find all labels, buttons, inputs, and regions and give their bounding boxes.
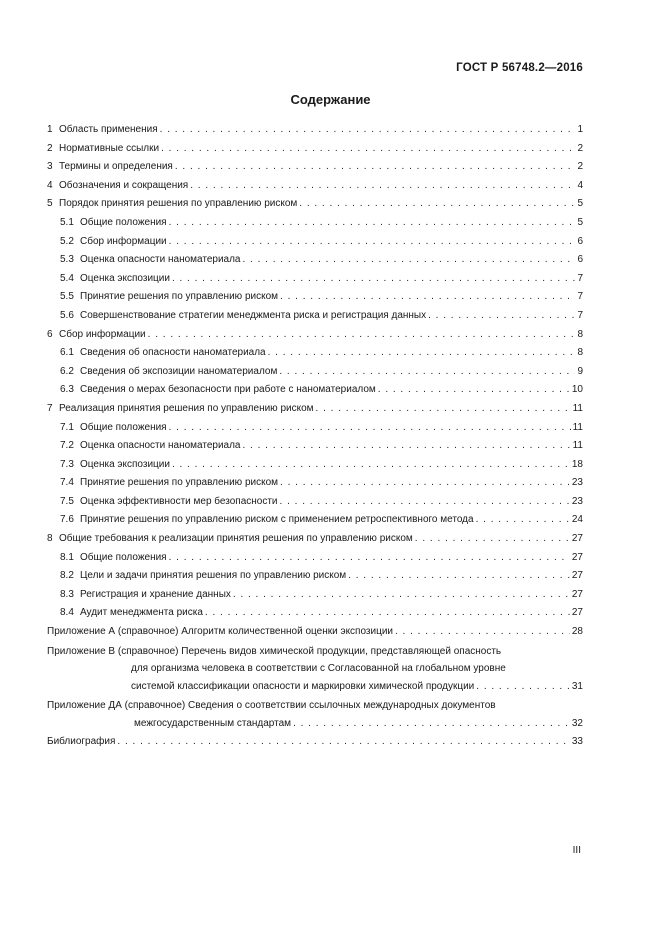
toc-entry-label: межгосударственным стандартам <box>134 717 292 729</box>
toc-entry-label: Оценка опасности наноматериала <box>80 440 241 452</box>
toc-entry[interactable] <box>47 288 583 307</box>
toc-entry-label: Оценка экспозиции <box>80 272 170 284</box>
toc-entry-label: Принятие решения по управлению риском <box>80 291 279 303</box>
toc-leader <box>117 733 569 752</box>
toc-entry[interactable] <box>47 623 583 642</box>
toc-entry-number: 7 <box>47 402 53 414</box>
toc-page-number: 6 <box>577 254 583 266</box>
toc-entry[interactable] <box>47 344 583 363</box>
toc-entry-label: Общие положения <box>80 551 167 563</box>
toc-leader <box>415 530 570 549</box>
toc-page-number: 28 <box>571 626 583 638</box>
toc-entry-label: Принятие решения по управлению риском с применением ретроспективного метода <box>80 514 474 526</box>
toc-entry[interactable] <box>47 140 583 159</box>
toc-leader <box>395 623 570 642</box>
toc-entry-label: Общие положения <box>80 216 167 228</box>
toc-entry-number: 8 <box>47 533 53 545</box>
toc-page-number: 4 <box>577 179 583 191</box>
toc-entry-label: для организма человека в соответствии с Согласованной на глобальном уровне <box>131 663 506 675</box>
toc-leader <box>243 251 576 270</box>
toc-entry[interactable] <box>47 474 583 493</box>
toc-entry-label: Общие требования к реализации принятия решения по управлению риском <box>59 533 413 545</box>
toc-entry-number: 6.1 <box>60 347 74 359</box>
toc-entry-label: Библиография <box>47 736 116 748</box>
toc-page-number: 11 <box>572 421 583 433</box>
toc-entry[interactable] <box>47 251 583 270</box>
toc-leader <box>169 419 571 438</box>
toc-entry-number: 7.6 <box>60 514 74 526</box>
toc-entry[interactable] <box>47 549 583 568</box>
toc-entry[interactable] <box>47 437 583 456</box>
toc-page-number: 10 <box>571 384 583 396</box>
toc-entry-label: Оценка опасности наноматериала <box>80 254 241 266</box>
toc-leader <box>293 715 570 733</box>
toc-entry-label: Нормативные ссылки <box>59 142 160 154</box>
toc-entry-label: системой классификации опасности и маркировки химической продукции <box>131 680 475 692</box>
toc-leader <box>160 121 576 140</box>
standard-number: ГОСТ Р 56748.2—2016 <box>456 62 583 74</box>
toc-entry-number: 7.5 <box>60 495 74 507</box>
toc-leader <box>280 493 570 512</box>
toc-entry-label: Порядок принятия решения по управлению риском <box>59 198 298 210</box>
toc-page-number: 18 <box>571 458 583 470</box>
toc-page-number: 23 <box>571 477 583 489</box>
toc-entry-number: 8.2 <box>60 570 74 582</box>
toc-entry-label: Аудит менеджмента риска <box>80 607 203 619</box>
toc-leader <box>161 140 575 159</box>
toc-entry[interactable] <box>47 121 583 140</box>
toc-entry-bibliography[interactable] <box>47 733 583 752</box>
toc-entry-label: Сведения об опасности наноматериала <box>80 347 266 359</box>
toc-page-number: 32 <box>571 717 583 729</box>
toc-leader <box>169 549 570 568</box>
toc-entry-number: 6 <box>47 328 53 340</box>
toc-leader <box>172 270 576 289</box>
toc-entry-label: Общие положения <box>80 421 167 433</box>
toc-page-number: 11 <box>572 402 583 414</box>
toc-entry-number: 7.4 <box>60 477 74 489</box>
toc-entry-number: 6.2 <box>60 365 74 377</box>
toc-entry[interactable] <box>47 158 583 177</box>
toc-page-number: 27 <box>571 570 583 582</box>
toc-leader <box>175 158 576 177</box>
toc-entry-number: 8.1 <box>60 551 74 563</box>
toc-entry-label: Сбор информации <box>80 235 167 247</box>
toc-entry-number: 5.2 <box>60 235 74 247</box>
toc-entry-appendix-da[interactable] <box>47 697 583 732</box>
toc-page-number: 2 <box>577 142 583 154</box>
toc-entry-number: 5.3 <box>60 254 74 266</box>
toc-leader <box>428 307 575 326</box>
toc-entry-label: Область применения <box>59 124 158 135</box>
toc-entry-label: Оценка эффективности мер безопасности <box>80 495 278 507</box>
toc-page-number: 27 <box>571 551 583 563</box>
toc-leader <box>280 288 575 307</box>
toc-leader <box>233 586 570 605</box>
toc-entry-number: 5.1 <box>60 216 74 228</box>
toc-entry-label: Совершенствование стратегии менеджмента риска и регистрация данных <box>80 309 427 321</box>
toc-entry-final-line <box>47 715 583 733</box>
toc-leader <box>169 233 576 252</box>
toc-page-number: 8 <box>577 347 583 359</box>
toc-entry-label: Регистрация и хранение данных <box>80 588 231 600</box>
toc-entry[interactable] <box>47 177 583 196</box>
toc-entry[interactable] <box>47 400 583 419</box>
toc-page-number: 6 <box>577 235 583 247</box>
toc-page-number: 24 <box>571 514 583 526</box>
toc-entry-number: 5.6 <box>60 309 74 321</box>
toc-entry[interactable] <box>47 493 583 512</box>
toc-leader <box>348 567 570 586</box>
toc-page-number: 27 <box>571 588 583 600</box>
toc-page-number: 23 <box>571 495 583 507</box>
page-number: III <box>572 845 581 856</box>
toc-leader <box>299 195 575 214</box>
toc-entry[interactable] <box>47 326 583 345</box>
toc-page-number: 7 <box>577 309 583 321</box>
toc-page-number: 7 <box>577 291 583 303</box>
toc-entry[interactable] <box>47 419 583 438</box>
toc-leader <box>316 400 571 419</box>
toc-entry[interactable] <box>47 456 583 475</box>
toc-leader <box>279 363 575 382</box>
toc-entry-number: 1 <box>47 124 53 135</box>
toc-leader <box>148 326 576 345</box>
toc-entry-number: 7.1 <box>60 421 74 433</box>
toc-entry-label: Оценка экспозиции <box>80 458 170 470</box>
toc-leader <box>476 678 570 696</box>
toc-entry-appendix-b[interactable] <box>47 643 583 696</box>
toc-leader <box>476 511 570 530</box>
toc-page-number: 11 <box>572 440 583 452</box>
toc-entry-number: 8.3 <box>60 588 74 600</box>
toc-entry[interactable] <box>47 511 583 530</box>
toc-page-number: 27 <box>571 533 583 545</box>
toc-page-number: 5 <box>577 216 583 228</box>
toc-page-number: 7 <box>577 272 583 284</box>
toc-entry[interactable] <box>47 233 583 252</box>
toc-page-number: 33 <box>571 736 583 748</box>
toc-entry-label: Цели и задачи принятия решения по управлению риском <box>80 570 347 582</box>
toc-entry-label: Приложение А (справочное) Алгоритм количественной оценки экспозиции <box>47 626 393 638</box>
toc-page-number: 27 <box>571 607 583 619</box>
toc-entry-number: 2 <box>47 142 53 154</box>
toc-entry[interactable] <box>47 586 583 605</box>
toc-entry-label: Сведения о мерах безопасности при работе с наноматериалом <box>80 384 376 396</box>
toc-leader <box>169 214 576 233</box>
toc-entry-number: 4 <box>47 179 53 191</box>
toc-entry-number: 8.4 <box>60 607 74 619</box>
toc-entry-number: 6.3 <box>60 384 74 396</box>
toc-entry[interactable] <box>47 307 583 326</box>
toc-leader <box>280 474 570 493</box>
toc-entry[interactable] <box>47 195 583 214</box>
toc-entry[interactable] <box>47 270 583 289</box>
table-of-contents <box>47 121 583 752</box>
toc-entry[interactable] <box>47 530 583 549</box>
toc-page-number: 2 <box>577 161 583 173</box>
toc-entry-label: Сведения об экспозиции наноматериалом <box>80 365 278 377</box>
toc-leader <box>205 604 570 623</box>
page-title: Содержание <box>290 92 371 107</box>
toc-page-number: 1 <box>577 124 583 135</box>
toc-entry-label: Термины и определения <box>59 161 173 173</box>
toc-page-number: 8 <box>577 328 583 340</box>
toc-entry-label: Приложение В (справочное) Перечень видов химической продукции, представляющей опасность <box>47 645 502 657</box>
toc-entry-label: Реализация принятия решения по управлению риском <box>59 402 314 414</box>
toc-page-number: 31 <box>571 680 583 692</box>
toc-leader <box>172 456 570 475</box>
toc-entry[interactable] <box>47 567 583 586</box>
toc-entry-label: Обозначения и сокращения <box>59 179 189 191</box>
toc-leader <box>243 437 571 456</box>
toc-entry-final-line <box>47 678 583 696</box>
toc-entry-number: 7.2 <box>60 440 74 452</box>
toc-page-number: 9 <box>577 365 583 377</box>
toc-entry-label: Сбор информации <box>59 328 146 340</box>
toc-entry[interactable] <box>47 381 583 400</box>
toc-entry[interactable] <box>47 363 583 382</box>
toc-entry-label: Приложение ДА (справочное) Сведения о соответствии ссылочных международных документов <box>47 700 496 712</box>
toc-entry-number: 7.3 <box>60 458 74 470</box>
toc-page-number: 5 <box>577 198 583 210</box>
toc-entry[interactable] <box>47 214 583 233</box>
toc-entry-number: 5.5 <box>60 291 74 303</box>
toc-entry-label: Принятие решения по управлению риском <box>80 477 279 489</box>
toc-leader <box>378 381 570 400</box>
toc-entry-number: 3 <box>47 161 53 173</box>
toc-entry[interactable] <box>47 604 583 623</box>
toc-leader <box>190 177 575 196</box>
toc-leader <box>268 344 576 363</box>
toc-entry-number: 5.4 <box>60 272 74 284</box>
toc-entry-number: 5 <box>47 198 53 210</box>
